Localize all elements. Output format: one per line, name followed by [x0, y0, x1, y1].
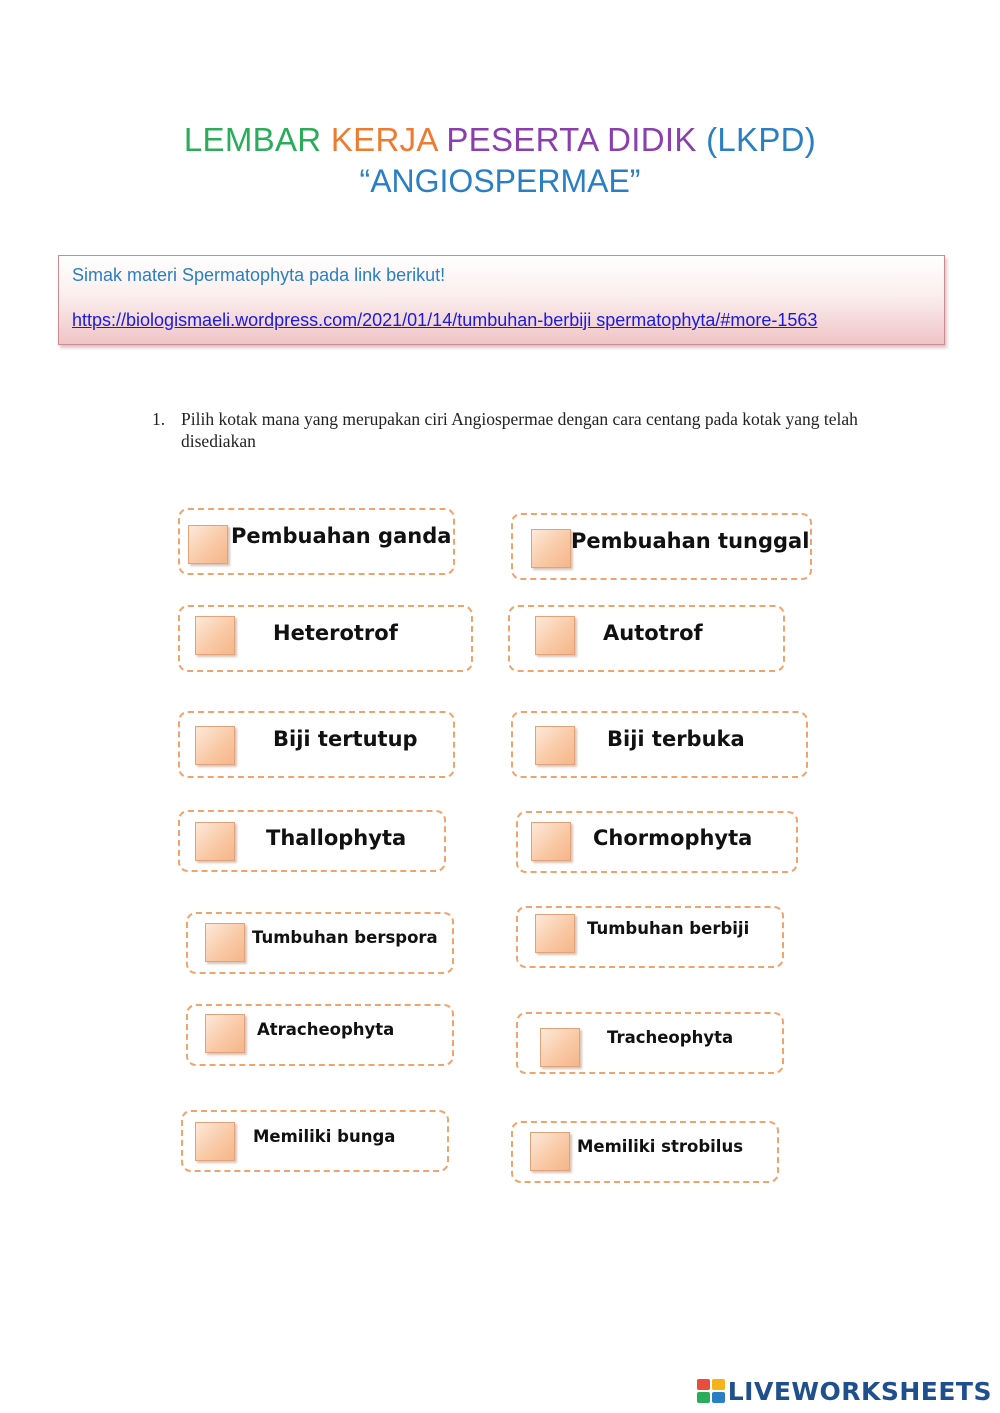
option-label: Biji tertutup — [273, 727, 418, 751]
option-memiliki-strobilus[interactable] — [511, 1121, 779, 1183]
option-autotrof[interactable] — [508, 605, 785, 672]
checkbox[interactable] — [195, 726, 235, 765]
checkbox[interactable] — [540, 1028, 580, 1067]
option-tracheophyta[interactable] — [516, 1012, 784, 1074]
option-atracheophyta[interactable] — [186, 1004, 454, 1066]
checkbox[interactable] — [195, 822, 235, 861]
option-label: Biji terbuka — [607, 727, 745, 751]
option-pembuahan-tunggal[interactable] — [511, 513, 812, 580]
question-number: 1. — [152, 409, 166, 429]
page-subtitle: “ANGIOSPERMAE” — [359, 163, 641, 199]
option-thallophyta[interactable] — [178, 810, 446, 872]
option-pembuahan-ganda[interactable] — [178, 508, 455, 575]
option-label: Atracheophyta — [257, 1020, 395, 1039]
option-label: Tracheophyta — [607, 1028, 734, 1047]
option-label: Heterotrof — [273, 621, 398, 645]
checkbox[interactable] — [195, 616, 235, 655]
liveworksheets-brand[interactable] — [697, 1377, 992, 1405]
checkbox[interactable] — [531, 529, 571, 568]
title-word-kerja: KERJA — [330, 121, 437, 158]
option-tumbuhan-berbiji[interactable] — [516, 906, 784, 968]
checkbox[interactable] — [535, 616, 575, 655]
material-link[interactable]: https://biologismaeli.wordpress.com/2021/01/14/tumbuhan-berbiji spermatophyta/#more-1563 — [72, 310, 818, 330]
info-instruction: Simak materi Spermatophyta pada link berikut! — [72, 265, 446, 285]
option-label: Pembuahan tunggal — [571, 529, 810, 553]
option-biji-terbuka[interactable] — [511, 711, 808, 778]
option-label: Tumbuhan berbiji — [587, 919, 750, 938]
option-biji-tertutup[interactable] — [178, 711, 455, 778]
page-title — [0, 120, 1000, 160]
checkbox[interactable] — [205, 1014, 245, 1053]
option-label: Memiliki strobilus — [577, 1137, 744, 1156]
checkbox[interactable] — [530, 1132, 570, 1171]
question-text: Pilih kotak mana yang merupakan ciri Angiospermae dengan cara centang pada kotak yang telah disediakan — [181, 409, 858, 451]
option-memiliki-bunga[interactable] — [181, 1110, 449, 1172]
option-label: Autotrof — [603, 621, 703, 645]
checkbox[interactable] — [195, 1122, 235, 1161]
option-label: Tumbuhan berspora — [252, 928, 438, 947]
checkbox[interactable] — [535, 726, 575, 765]
option-label: Memiliki bunga — [253, 1127, 396, 1146]
option-heterotrof[interactable] — [178, 605, 473, 672]
info-box — [58, 255, 945, 345]
checkbox[interactable] — [535, 914, 575, 953]
title-word-lkpd: (LKPD) — [706, 121, 817, 158]
checkbox[interactable] — [205, 923, 245, 962]
liveworksheets-logo-icon — [697, 1379, 725, 1403]
option-chormophyta[interactable] — [516, 811, 798, 873]
checkbox[interactable] — [531, 822, 571, 861]
checkbox[interactable] — [188, 525, 228, 564]
option-label: Chormophyta — [593, 826, 753, 850]
title-word-lembar: LEMBAR — [183, 121, 322, 158]
option-label: Thallophyta — [266, 826, 407, 850]
option-tumbuhan-berspora[interactable] — [186, 912, 454, 974]
title-word-peserta-didik: PESERTA DIDIK — [446, 121, 697, 158]
option-label: Pembuahan ganda — [231, 524, 452, 548]
liveworksheets-wordmark: LIVEWORKSHEETS — [727, 1376, 992, 1406]
